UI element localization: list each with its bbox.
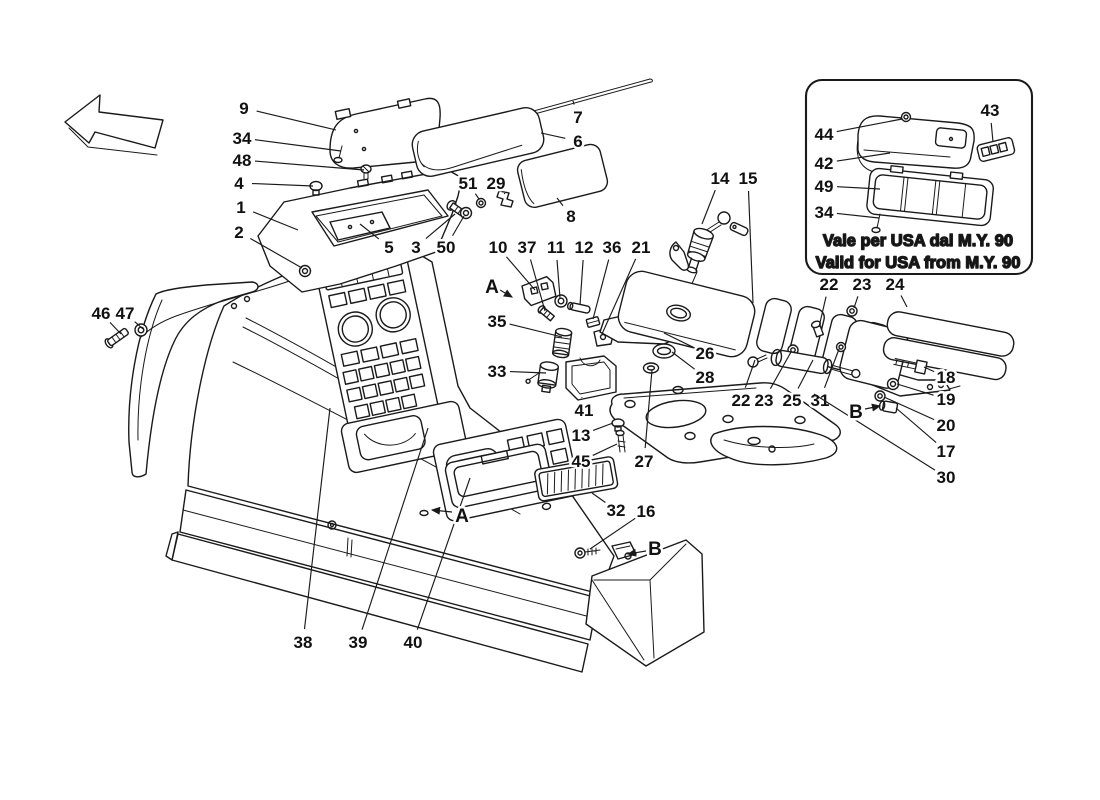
leader-line-main-13-12 [593, 423, 613, 430]
part-label-main-20-19: 20 [936, 416, 956, 435]
ref-letter-B-2: B [849, 402, 863, 423]
screw-16 [575, 548, 585, 558]
cushion-key-pad [755, 297, 793, 356]
part-label-main-23-22: 23 [852, 275, 872, 294]
grommet-28 [653, 344, 675, 358]
part-label-main-10-9: 10 [488, 238, 508, 257]
part-label-main-50-47: 50 [436, 238, 456, 257]
leader-line-main-35-36 [510, 324, 562, 337]
screw-37 [537, 305, 555, 322]
ref-letter-B-3: B [648, 539, 662, 560]
part-label-main-25-26: 25 [782, 391, 802, 410]
lighter-socket-33 [525, 359, 559, 393]
cushion-main-pad [615, 268, 758, 360]
washer-47 [135, 324, 147, 336]
part-label-main-21-20: 21 [631, 238, 651, 257]
part-label-main-51-48: 51 [458, 174, 478, 193]
pin-12 [567, 302, 590, 314]
leader-line-main-7-6 [573, 101, 574, 105]
console-small-parts [521, 276, 616, 400]
part-label-main-4-3: 4 [234, 174, 244, 193]
part-label-main-5-4: 5 [384, 238, 394, 257]
ref-arrow-A-0 [500, 290, 512, 297]
inset-nut-44 [902, 113, 911, 122]
part-label-main-11-10: 11 [547, 238, 565, 257]
leader-line-main-15-14 [749, 191, 753, 303]
part-label-main-1-0: 1 [236, 198, 246, 217]
screw-45 [616, 431, 625, 453]
leader-line-main-29-31 [504, 193, 505, 194]
part-label-main-9-8: 9 [239, 99, 249, 118]
part-label-inset-44-0: 44 [814, 125, 834, 144]
part-label-main-13-12: 13 [571, 426, 591, 445]
lock-cylinder-key [670, 212, 749, 286]
inset-caption-english: Valid for USA from M.Y. 90 [815, 254, 1021, 272]
leader-line-main-45-43 [593, 444, 617, 455]
part-label-main-23-25: 23 [754, 391, 774, 410]
part-label-main-46-44: 46 [91, 304, 111, 323]
sleeve-35 [552, 328, 572, 359]
part-label-main-27-29: 27 [634, 452, 654, 471]
nut-23-upper [847, 306, 857, 316]
leader-line-main-32-33 [592, 493, 605, 502]
part-label-main-18-17: 18 [936, 368, 956, 387]
part-label-main-22-24: 22 [731, 391, 751, 410]
part-label-main-41-42: 41 [574, 401, 594, 420]
washer-50 [461, 208, 472, 219]
part-label-inset-49-2: 49 [814, 177, 834, 196]
part-label-inset-34-3: 34 [814, 203, 834, 222]
part-label-main-45-43: 45 [571, 452, 591, 471]
washer-51 [477, 199, 486, 208]
part-label-main-29-31: 29 [486, 174, 506, 193]
part-label-main-26-28: 26 [695, 344, 715, 363]
part-label-main-8-7: 8 [566, 207, 576, 226]
part-label-main-12-11: 12 [574, 238, 594, 257]
part-label-main-6-5: 6 [573, 132, 583, 151]
part-label-main-31-27: 31 [810, 391, 830, 410]
part-label-main-39-40: 39 [348, 633, 368, 652]
washer-19 [888, 379, 899, 390]
leader-line-main-12-11 [580, 260, 583, 305]
part-label-inset-43-4: 43 [980, 101, 1000, 120]
inset-caption-italian: Vale per USA dal M.Y. 90 [822, 232, 1014, 250]
part-label-main-38-39: 38 [293, 633, 313, 652]
leader-line-main-36-37 [593, 260, 609, 319]
leader-line-main-11-10 [557, 260, 560, 298]
part-label-main-35-36: 35 [487, 312, 507, 331]
part-label-main-14-13: 14 [710, 169, 730, 188]
part-label-main-47-45: 47 [115, 304, 135, 323]
part-label-main-16-15: 16 [636, 502, 656, 521]
key-ring-icon [718, 212, 730, 224]
part-label-main-33-34: 33 [487, 362, 507, 381]
leader-line-main-50-47 [453, 216, 464, 236]
part-label-inset-42-1: 42 [814, 154, 834, 173]
ref-arrow-B-2 [865, 406, 880, 409]
leader-line-main-6-5 [541, 133, 565, 138]
part-label-main-17-16: 17 [936, 442, 956, 461]
part-label-main-30-32: 30 [936, 468, 956, 487]
part-label-main-3-2: 3 [411, 238, 421, 257]
part-label-main-37-38: 37 [517, 238, 537, 257]
ref-letter-A-1: A [455, 506, 469, 527]
part-label-main-22-21: 22 [819, 275, 839, 294]
part-label-main-36-37: 36 [602, 238, 622, 257]
part-label-main-19-18: 19 [936, 390, 956, 409]
part-label-main-7-6: 7 [573, 108, 583, 127]
leader-line-main-4-3 [252, 184, 313, 186]
part-label-main-28-30: 28 [695, 368, 715, 387]
part-label-main-34-35: 34 [232, 129, 252, 148]
ref-letter-A-0: A [485, 277, 499, 298]
leader-line-main-51-48 [475, 194, 479, 199]
grommet-27 [644, 363, 659, 373]
leader-line-main-34-35 [255, 140, 341, 151]
leader-line-main-24-23 [901, 296, 907, 307]
leader-line-main-23-22 [854, 296, 858, 308]
nut-31 [837, 343, 846, 352]
leader-line-main-46-44 [110, 322, 121, 334]
right-armrest [837, 310, 1015, 396]
direction-arrow-icon [65, 95, 163, 155]
washer-20 [875, 391, 885, 401]
part-label-main-15-14: 15 [738, 169, 758, 188]
leader-line-main-17-16 [896, 408, 936, 443]
clip-b [612, 542, 636, 559]
part-label-main-48-46: 48 [232, 151, 252, 170]
part-label-main-40-41: 40 [403, 633, 423, 652]
part-label-main-2-1: 2 [234, 223, 244, 242]
lock-lever [670, 242, 688, 270]
bushing-11 [555, 295, 567, 307]
leader-line-main-9-8 [257, 111, 336, 130]
leader-line-main-14-13 [702, 190, 715, 224]
leader-line-main-28-30 [672, 352, 695, 369]
pocket-41 [566, 356, 616, 400]
part-label-main-24-23: 24 [885, 275, 905, 294]
part-label-main-32-33: 32 [606, 501, 626, 520]
